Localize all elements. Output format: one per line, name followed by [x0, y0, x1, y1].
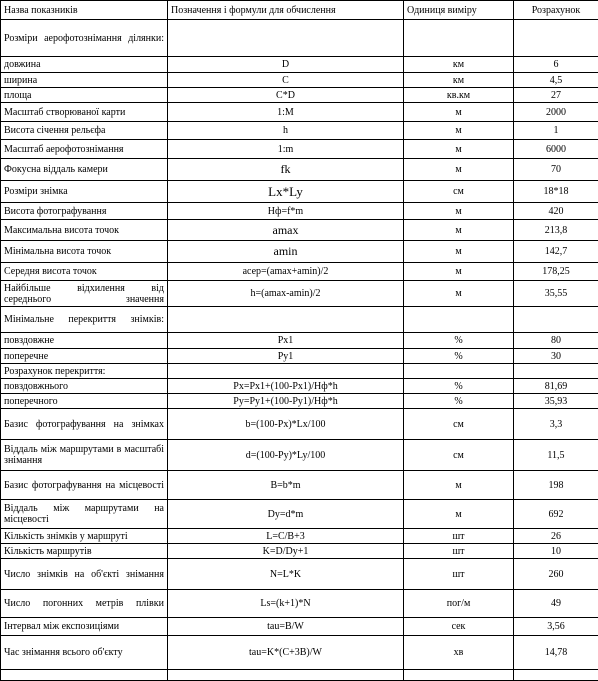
row-unit: м: [404, 220, 514, 241]
row-unit: м: [404, 159, 514, 181]
row-value: 80: [514, 333, 598, 349]
row-name: Кількість маршрутів: [1, 544, 168, 559]
header-name: Назва показників: [1, 1, 168, 20]
row-name: Висота фотографування: [1, 203, 168, 220]
row-formula: Px=Px1+(100-Px1)/Hф*h: [168, 379, 404, 394]
row-name: Число знімків на об'єкті знімання: [1, 559, 168, 590]
row-name: площа: [1, 88, 168, 103]
row-unit: м: [404, 281, 514, 307]
row-value: 49: [514, 590, 598, 618]
row-name: Віддаль між маршрутами на місцевості: [1, 500, 168, 529]
row-formula: amax: [168, 220, 404, 241]
row-unit: см: [404, 440, 514, 471]
table-row: [1, 349, 598, 364]
row-unit: м: [404, 122, 514, 140]
table-row: [1, 379, 598, 394]
row-unit: %: [404, 379, 514, 394]
row-name: поперечне: [1, 349, 168, 364]
row-formula: [168, 364, 404, 379]
row-unit: [404, 20, 514, 57]
row-name: Висота січення рельєфа: [1, 122, 168, 140]
row-formula: [168, 20, 404, 57]
table-row: [1, 281, 598, 307]
empty-cell: [404, 670, 514, 681]
row-value: 3,3: [514, 409, 598, 440]
row-value: 14,78: [514, 636, 598, 670]
row-name: Базис фотографування на знімках: [1, 409, 168, 440]
row-unit: шт: [404, 559, 514, 590]
row-unit: %: [404, 333, 514, 349]
row-value: [514, 364, 598, 379]
row-value: 35,55: [514, 281, 598, 307]
row-unit: км: [404, 73, 514, 88]
row-formula: Ls=(k+1)*N: [168, 590, 404, 618]
row-formula: Px1: [168, 333, 404, 349]
row-unit: см: [404, 181, 514, 203]
row-value: 213,8: [514, 220, 598, 241]
row-name: Кількість знімків у маршруті: [1, 529, 168, 544]
header-row: [1, 1, 598, 20]
row-unit: шт: [404, 529, 514, 544]
row-name: Максимальна висота точок: [1, 220, 168, 241]
row-name: Розрахунок перекриття:: [1, 364, 168, 379]
row-unit: м: [404, 140, 514, 159]
row-unit: кв.км: [404, 88, 514, 103]
row-formula: tau=K*(C+3B)/W: [168, 636, 404, 670]
row-value: 10: [514, 544, 598, 559]
row-name: повздовжнього: [1, 379, 168, 394]
row-unit: пог/м: [404, 590, 514, 618]
row-formula: b=(100-Px)*Lx/100: [168, 409, 404, 440]
row-formula: d=(100-Py)*Ly/100: [168, 440, 404, 471]
row-formula: tau=B/W: [168, 618, 404, 636]
table-row: [1, 394, 598, 409]
row-name: Фокусна віддаль камери: [1, 159, 168, 181]
row-value: 2000: [514, 103, 598, 122]
row-formula: Py=Py1+(100-Py1)/Hф*h: [168, 394, 404, 409]
row-unit: м: [404, 263, 514, 281]
row-value: 11,5: [514, 440, 598, 471]
row-name: Масштаб аерофотознімання: [1, 140, 168, 159]
row-value: 420: [514, 203, 598, 220]
row-unit: м: [404, 203, 514, 220]
table-row: [1, 73, 598, 88]
row-value: 27: [514, 88, 598, 103]
table-row: [1, 440, 598, 471]
row-formula: fk: [168, 159, 404, 181]
table-row: [1, 57, 598, 73]
table-row: [1, 140, 598, 159]
row-formula: amin: [168, 241, 404, 263]
row-unit: хв: [404, 636, 514, 670]
table-row-empty: [1, 670, 598, 681]
row-name: Інтервал між експозиціями: [1, 618, 168, 636]
row-unit: м: [404, 241, 514, 263]
row-unit: км: [404, 57, 514, 73]
row-name: повздовжне: [1, 333, 168, 349]
table-row: [1, 122, 598, 140]
table-row: [1, 364, 598, 379]
table-row: [1, 529, 598, 544]
row-value: 6000: [514, 140, 598, 159]
row-value: 260: [514, 559, 598, 590]
row-value: 1: [514, 122, 598, 140]
row-value: 70: [514, 159, 598, 181]
table-row: [1, 241, 598, 263]
row-value: 81,69: [514, 379, 598, 394]
row-value: 692: [514, 500, 598, 529]
row-formula: L=C/B+3: [168, 529, 404, 544]
table-row: [1, 590, 598, 618]
header-value: Розрахунок: [514, 1, 598, 20]
table-row: [1, 471, 598, 500]
row-formula: h=(amax-amin)/2: [168, 281, 404, 307]
row-unit: %: [404, 394, 514, 409]
row-formula: C*D: [168, 88, 404, 103]
table-row: [1, 500, 598, 529]
row-name: Мінімальне перекриття знімків:: [1, 307, 168, 333]
row-name: Віддаль між маршрутами в масштабі знімання: [1, 440, 168, 471]
row-name: довжина: [1, 57, 168, 73]
row-unit: %: [404, 349, 514, 364]
table-row: [1, 159, 598, 181]
row-formula: h: [168, 122, 404, 140]
row-unit: сек: [404, 618, 514, 636]
empty-cell: [514, 670, 598, 681]
row-formula: 1:M: [168, 103, 404, 122]
row-value: [514, 20, 598, 57]
row-formula: D: [168, 57, 404, 73]
row-formula: aсер=(amax+amin)/2: [168, 263, 404, 281]
table-row: [1, 636, 598, 670]
row-unit: [404, 307, 514, 333]
row-value: 178,25: [514, 263, 598, 281]
row-value: 26: [514, 529, 598, 544]
row-name: Базис фотографування на місцевості: [1, 471, 168, 500]
row-unit: м: [404, 500, 514, 529]
row-value: 198: [514, 471, 598, 500]
row-formula: Lx*Ly: [168, 181, 404, 203]
row-value: 142,7: [514, 241, 598, 263]
table-row: [1, 544, 598, 559]
row-formula: Py1: [168, 349, 404, 364]
table-row: [1, 103, 598, 122]
table-row: [1, 203, 598, 220]
row-name: Число погонних метрів плівки: [1, 590, 168, 618]
table-row: [1, 409, 598, 440]
table-row: [1, 88, 598, 103]
table-row: [1, 333, 598, 349]
row-name: Найбільше відхилення від середнього значення: [1, 281, 168, 307]
row-name: Час знімання всього об'єкту: [1, 636, 168, 670]
table-row: [1, 559, 598, 590]
row-name: Масштаб створюваної карти: [1, 103, 168, 122]
row-formula: K=D/Dy+1: [168, 544, 404, 559]
row-unit: м: [404, 103, 514, 122]
row-unit: м: [404, 471, 514, 500]
empty-cell: [1, 670, 168, 681]
header-unit: Одиниця виміру: [404, 1, 514, 20]
table-row: [1, 181, 598, 203]
row-formula: N=L*K: [168, 559, 404, 590]
row-name: поперечного: [1, 394, 168, 409]
row-value: 4,5: [514, 73, 598, 88]
empty-cell: [168, 670, 404, 681]
row-name: ширина: [1, 73, 168, 88]
row-unit: [404, 364, 514, 379]
table-row: [1, 618, 598, 636]
row-formula: B=b*m: [168, 471, 404, 500]
row-unit: шт: [404, 544, 514, 559]
row-formula: Dy=d*m: [168, 500, 404, 529]
table-row: [1, 220, 598, 241]
row-name: Середня висота точок: [1, 263, 168, 281]
row-value: 6: [514, 57, 598, 73]
row-name: Мінімальна висота точок: [1, 241, 168, 263]
row-formula: C: [168, 73, 404, 88]
row-formula: Hф=f*m: [168, 203, 404, 220]
row-value: 30: [514, 349, 598, 364]
header-formula: Позначення і формули для обчислення: [168, 1, 404, 20]
row-name: Розміри знімка: [1, 181, 168, 203]
row-value: 18*18: [514, 181, 598, 203]
table-row: [1, 263, 598, 281]
table-row: [1, 20, 598, 57]
row-unit: см: [404, 409, 514, 440]
row-formula: [168, 307, 404, 333]
row-formula: 1:m: [168, 140, 404, 159]
row-value: 3,56: [514, 618, 598, 636]
row-value: [514, 307, 598, 333]
row-name: Розміри аерофотознімання ділянки:: [1, 20, 168, 57]
table-row: [1, 307, 598, 333]
row-value: 35,93: [514, 394, 598, 409]
